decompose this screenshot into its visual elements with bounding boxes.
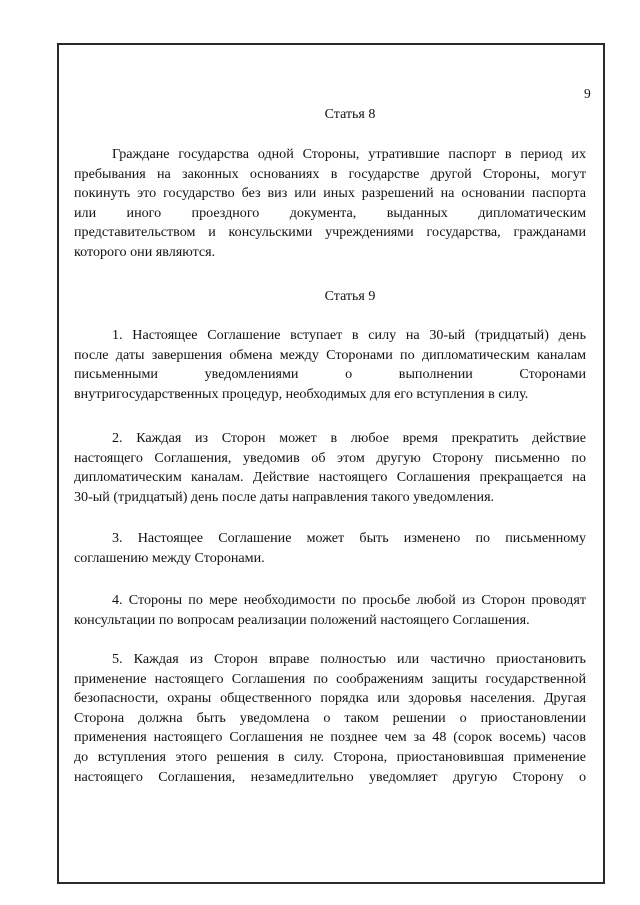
- article-9-heading: Статья 9: [324, 289, 376, 304]
- article-8-paragraph: [74, 145, 586, 263]
- paragraph-line: 4. Стороны по мере необходимости по просьбе любой из Сторон проводят: [112, 592, 586, 608]
- paragraph-line: 2. Каждая из Сторон может в любое время прекратить действие: [112, 430, 586, 446]
- article-9-item-5: [74, 650, 586, 787]
- paragraph-line: применения настоящего Соглашения не позднее чем за 48 (сорок восемь) часов: [74, 729, 586, 746]
- paragraph-line: до вступления этого решения в силу. Сторона, приостановившая применение: [74, 748, 586, 765]
- article-8-heading: Статья 8: [324, 107, 376, 122]
- paragraph-line: 3. Настоящее Соглашение может быть изменено по письменному: [112, 530, 586, 546]
- paragraph-line: представительством и консульскими учреждениями государства, гражданами: [74, 224, 586, 241]
- paragraph-line: пребывания на законных основаниях в государстве другой Стороны, могут: [74, 165, 586, 182]
- paragraph-line: после даты завершения обмена между Сторонами по дипломатическим каналам: [74, 346, 586, 363]
- paragraph-line: покинуть это государство без виз или иных разрешений на основании паспорта: [74, 185, 586, 202]
- paragraph-line: настоящего Соглашения, уведомив об этом другую Сторону письменно по: [74, 449, 586, 466]
- paragraph-line: безопасности, охраны общественного порядка или здоровья населения. Другая: [74, 690, 586, 707]
- paragraph-line: соглашению между Сторонами.: [74, 549, 265, 566]
- paragraph-line: 5. Каждая из Сторон вправе полностью или частично приостановить: [112, 651, 586, 667]
- article-9-item-1: [74, 326, 586, 404]
- paragraph-line: 1. Настоящее Соглашение вступает в силу на 30-ый (тридцатый) день: [112, 327, 586, 343]
- article-9-item-4: [74, 591, 586, 630]
- article-9-item-2: [74, 429, 586, 507]
- paragraph-line: 30-ый (тридцатый) день после даты направления такого уведомления.: [74, 488, 495, 505]
- paragraph-line: применение настоящего Соглашения по соображениям защиты государственной: [74, 670, 586, 687]
- paragraph-line: или иного проездного документа, выданных дипломатическим: [74, 204, 586, 221]
- article-9-item-3: [74, 529, 586, 568]
- paragraph-line: Сторона должна быть уведомлена о таком решении о приостановлении: [74, 709, 586, 726]
- paragraph-line: которого они являются.: [74, 243, 216, 260]
- paragraph-line: письменными уведомлениями о выполнении Сторонами: [74, 366, 586, 383]
- paragraph-line: внутригосударственных процедур, необходимых для его вступления в силу.: [74, 385, 529, 402]
- paragraph-line: дипломатическим каналам. Действие настоящего Соглашения прекращается на: [74, 469, 586, 486]
- paragraph-line: настоящего Соглашения, незамедлительно уведомляет другую Сторону о: [74, 768, 586, 785]
- paragraph-line: консультации по вопросам реализации положений настоящего Соглашения.: [74, 611, 530, 628]
- page-number: 9: [584, 86, 591, 101]
- paragraph-line: Граждане государства одной Стороны, утратившие паспорт в период их: [112, 146, 586, 162]
